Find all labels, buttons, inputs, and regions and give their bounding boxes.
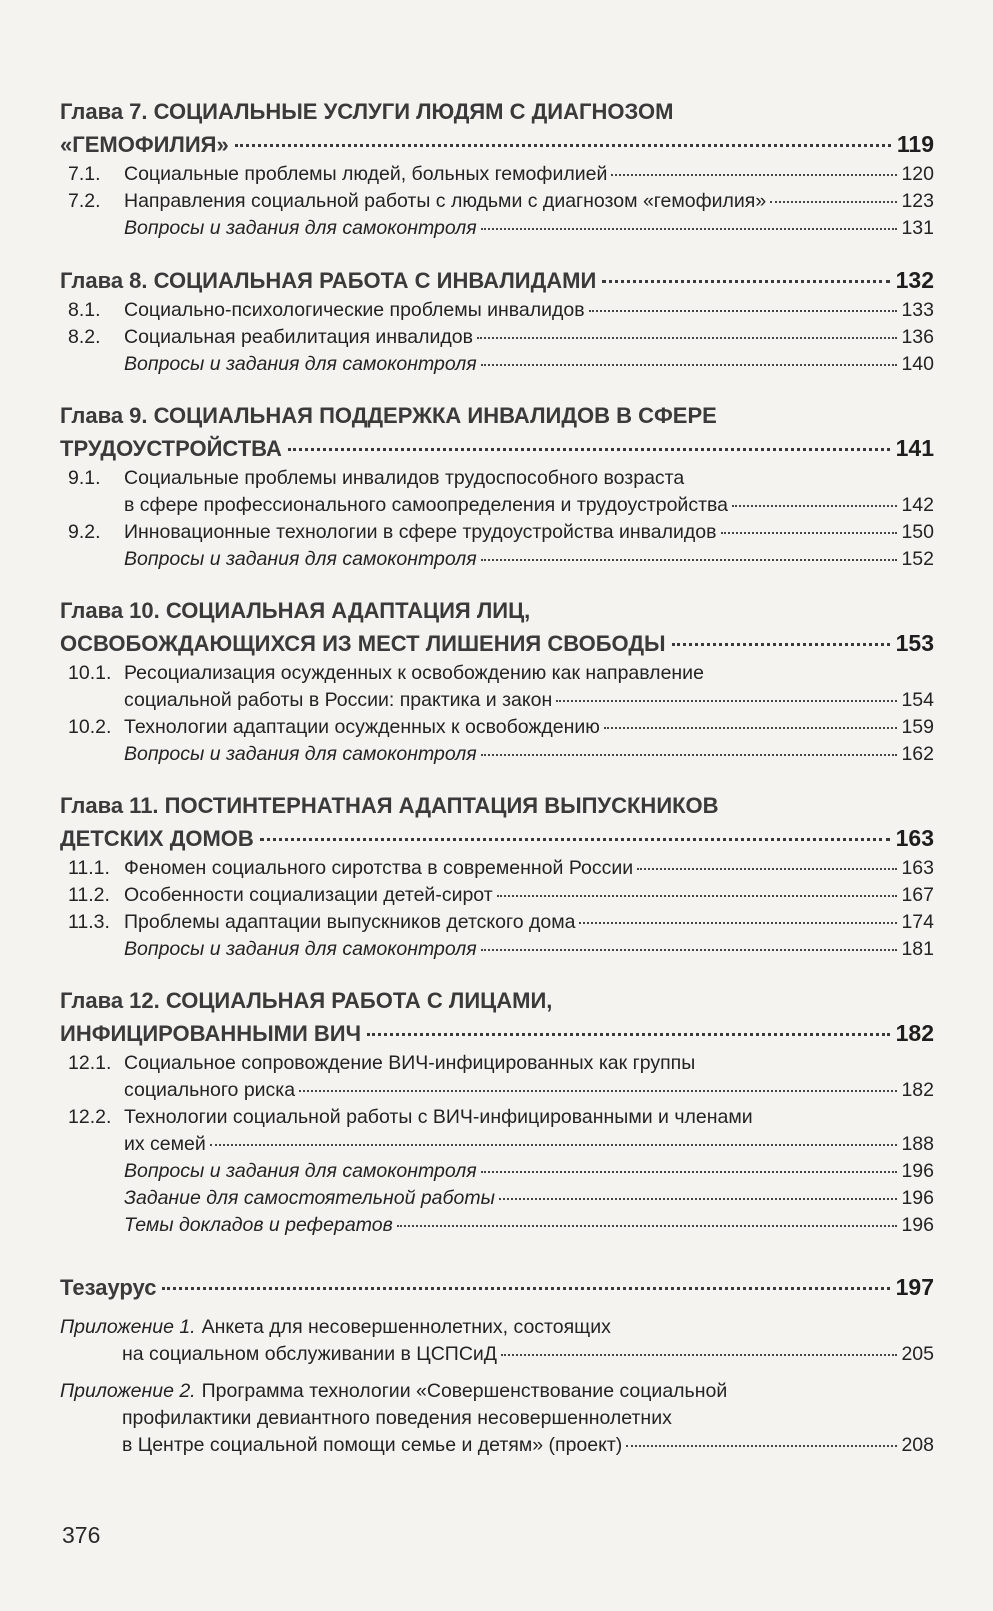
chapter-entry [60, 264, 934, 378]
section-title-page: 163 [901, 857, 934, 879]
section-title-text: Социальное сопровождение ВИЧ-инфицированных как группы [124, 1052, 696, 1074]
dot-leader [481, 228, 898, 230]
dot-leader [367, 1033, 890, 1036]
section-title [124, 687, 934, 714]
chapter-title-page: 141 [895, 435, 934, 461]
questions-entry-text: Задание для самостоятельной работы [124, 1187, 495, 1209]
section-title-page: 150 [901, 521, 934, 543]
section-title-text: Направления социальной работы с людьми с диагнозом «гемофилия» [124, 190, 767, 212]
section-number: 7.2. [68, 190, 101, 212]
chapter-title-page: 119 [896, 131, 934, 157]
chapter-title-line [60, 595, 934, 627]
chapter-title-text: Глава 9. СОЦИАЛЬНАЯ ПОДДЕРЖКА ИНВАЛИДОВ В СФЕРЕ [60, 403, 717, 428]
section-title [124, 909, 934, 936]
section-body [124, 161, 934, 188]
section-body [124, 882, 934, 909]
chapter-entry [60, 96, 934, 242]
section-title [124, 855, 934, 882]
section-body [124, 1104, 934, 1158]
dot-leader [637, 868, 897, 870]
appendix-title-line [60, 1314, 934, 1341]
questions-entry-page: 140 [901, 353, 934, 375]
section-entry [60, 714, 934, 741]
section-title-page: 120 [901, 163, 934, 185]
dot-leader [501, 1354, 897, 1356]
section-number: 11.1. [68, 857, 110, 879]
questions-entry-text: Вопросы и задания для самоконтроля [124, 353, 477, 375]
chapter-entry [60, 400, 934, 573]
section-number: 7.1. [68, 163, 101, 185]
questions-entry-text: Вопросы и задания для самоконтроля [124, 938, 477, 960]
dot-leader [604, 727, 898, 729]
thesaurus-entry-page: 197 [895, 1274, 934, 1300]
appendix-entry [60, 1314, 934, 1368]
section-title-text: Социальные проблемы людей, больных гемофилией [124, 163, 608, 185]
dot-leader [589, 310, 898, 312]
appendix-title-page: 208 [901, 1434, 934, 1456]
chapter-title-text: Глава 11. ПОСТИНТЕРНАТНАЯ АДАПТАЦИЯ ВЫПУСКНИКОВ [60, 793, 719, 818]
section-title [124, 1077, 934, 1104]
chapter-title-text: ИНФИЦИРОВАННЫМИ ВИЧ [60, 1021, 362, 1046]
appendix-title-line [60, 1378, 934, 1405]
section-body [124, 188, 934, 215]
questions-entry-text: Вопросы и задания для самоконтроля [124, 743, 477, 765]
dot-leader [626, 1445, 897, 1447]
section-body [124, 909, 934, 936]
chapter-title [60, 1017, 934, 1050]
section-title-page: 182 [901, 1079, 934, 1101]
appendix-entry [60, 1378, 934, 1459]
section-title [124, 1131, 934, 1158]
section-title-text: Ресоциализация осужденных к освобождению как направление [124, 662, 704, 684]
section-title [124, 714, 934, 741]
thesaurus-entry [60, 1271, 934, 1304]
chapter-title [60, 822, 934, 855]
section-title-text: социальной работы в России: практика и закон [124, 689, 553, 711]
appendix-title-text: Программа технологии «Совершенствование социальной [201, 1380, 728, 1402]
section-number: 8.2. [68, 326, 101, 348]
section-title-page: 133 [901, 299, 934, 321]
dot-leader [210, 1144, 898, 1146]
section-entry [60, 660, 934, 714]
dot-leader [481, 754, 898, 756]
section-title-page: 136 [901, 326, 934, 348]
section-title-line [124, 660, 934, 687]
questions-entry-text: Вопросы и задания для самоконтроля [124, 217, 477, 239]
appendix-label: Приложение 1. [60, 1316, 196, 1338]
chapter-title-line [60, 985, 934, 1017]
section-title [124, 882, 934, 909]
dot-leader [579, 922, 897, 924]
chapter-title-page: 153 [895, 630, 934, 656]
thesaurus-entry-text: Тезаурус [60, 1275, 157, 1300]
questions-entry [60, 215, 934, 242]
questions-entry-page: 131 [901, 217, 934, 239]
section-body [124, 660, 934, 714]
questions-entry-page: 152 [901, 548, 934, 570]
section-body [124, 714, 934, 741]
dot-leader [235, 144, 891, 147]
chapter-title-text: «ГЕМОФИЛИЯ» [60, 132, 229, 157]
chapter-title [60, 627, 934, 660]
section-number: 12.1. [68, 1052, 112, 1074]
section-title-page: 159 [901, 716, 934, 738]
questions-entry-text: Темы докладов и рефератов [124, 1214, 393, 1236]
chapter-title-text: ТРУДОУСТРОЙСТВА [60, 436, 282, 461]
questions-entry-text: Вопросы и задания для самоконтроля [124, 1160, 477, 1182]
dot-leader [477, 337, 898, 339]
section-title-text: Проблемы адаптации выпускников детского дома [124, 911, 576, 933]
section-title-text: Социальная реабилитация инвалидов [124, 326, 473, 348]
chapter-entry [60, 985, 934, 1239]
chapter-title-page: 182 [895, 1020, 934, 1046]
section-body [124, 1050, 934, 1104]
chapter-title-text: Глава 7. СОЦИАЛЬНЫЕ УСЛУГИ ЛЮДЯМ С ДИАГНОЗОМ [60, 99, 674, 124]
page-number: 376 [62, 1522, 101, 1548]
section-number: 11.3. [68, 911, 110, 933]
section-title [124, 324, 934, 351]
section-title-text: в сфере профессионального самоопределения и трудоустройства [124, 494, 728, 516]
section-body [124, 297, 934, 324]
dot-leader [260, 838, 890, 841]
questions-entry [60, 1185, 934, 1212]
section-entry [60, 297, 934, 324]
questions-entry [60, 936, 934, 963]
dot-leader [481, 559, 898, 561]
chapter-title-line [60, 790, 934, 822]
section-entry [60, 161, 934, 188]
questions-entry-page: 181 [901, 938, 934, 960]
section-title-page: 154 [901, 689, 934, 711]
appendix-title [60, 1432, 934, 1459]
dot-leader [721, 532, 898, 534]
appendix-label: Приложение 2. [60, 1380, 196, 1402]
chapter-title-line [60, 400, 934, 432]
section-title [124, 161, 934, 188]
appendix-title-text: Анкета для несовершеннолетних, состоящих [201, 1316, 611, 1338]
section-entry [60, 909, 934, 936]
chapter-title-text: ОСВОБОЖДАЮЩИХСЯ ИЗ МЕСТ ЛИШЕНИЯ СВОБОДЫ [60, 631, 666, 656]
chapter-title-text: ДЕТСКИХ ДОМОВ [60, 826, 254, 851]
chapter-title-page: 163 [895, 825, 934, 851]
section-title-text: Феномен социального сиротства в современной России [124, 857, 634, 879]
section-title-text: Технологии адаптации осужденных к освобождению [124, 716, 600, 738]
section-title [124, 188, 934, 215]
section-title-page: 123 [901, 190, 934, 212]
section-title-page: 167 [901, 884, 934, 906]
section-title [124, 519, 934, 546]
section-number: 10.1. [68, 662, 112, 684]
section-entry [60, 882, 934, 909]
section-number: 9.1. [68, 467, 101, 489]
section-body [124, 324, 934, 351]
section-entry [60, 519, 934, 546]
appendix-title-text: профилактики девиантного поведения несовершеннолетних [122, 1407, 672, 1429]
chapter-entry [60, 790, 934, 963]
section-title-text: Социально-психологические проблемы инвалидов [124, 299, 585, 321]
questions-entry-page: 162 [901, 743, 934, 765]
section-title-text: Социальные проблемы инвалидов трудоспособного возраста [124, 467, 685, 489]
section-title-text: Инновационные технологии в сфере трудоустройства инвалидов [124, 521, 717, 543]
section-body [124, 519, 934, 546]
section-title-text: социального риска [124, 1079, 296, 1101]
questions-entry-page: 196 [901, 1214, 934, 1236]
appendix-title [60, 1341, 934, 1368]
section-title [124, 492, 934, 519]
questions-entry [60, 1212, 934, 1239]
section-entry [60, 465, 934, 519]
dot-leader [481, 949, 898, 951]
section-title-line [124, 465, 934, 492]
dot-leader [497, 895, 898, 897]
chapter-title-text: Глава 8. СОЦИАЛЬНАЯ РАБОТА С ИНВАЛИДАМИ [60, 268, 597, 293]
dot-leader [556, 700, 897, 702]
section-title-page: 174 [901, 911, 934, 933]
section-body [124, 855, 934, 882]
section-title [124, 297, 934, 324]
section-body [124, 465, 934, 519]
dot-leader [481, 364, 898, 366]
section-entry [60, 855, 934, 882]
appendix-title-line [60, 1405, 934, 1432]
dot-leader [481, 1171, 898, 1173]
chapter-entry [60, 595, 934, 768]
dot-leader [732, 505, 897, 507]
table-of-contents [60, 96, 934, 1459]
chapter-title-page: 132 [895, 267, 934, 293]
chapter-title [60, 128, 934, 161]
section-number: 10.2. [68, 716, 112, 738]
chapter-title [60, 264, 934, 297]
section-entry [60, 1050, 934, 1104]
chapter-title-text: Глава 10. СОЦИАЛЬНАЯ АДАПТАЦИЯ ЛИЦ, [60, 598, 531, 623]
questions-entry [60, 351, 934, 378]
appendix-title-text: на социальном обслуживании в ЦСПСиД [122, 1343, 497, 1365]
section-title-page: 188 [901, 1133, 934, 1155]
chapter-title-line [60, 96, 934, 128]
section-entry [60, 324, 934, 351]
chapter-title [60, 432, 934, 465]
dot-leader [602, 280, 889, 283]
section-title-line [124, 1104, 934, 1131]
section-title-text: Особенности социализации детей-сирот [124, 884, 493, 906]
chapter-title-text: Глава 12. СОЦИАЛЬНАЯ РАБОТА С ЛИЦАМИ, [60, 988, 553, 1013]
questions-entry [60, 741, 934, 768]
dot-leader [397, 1225, 898, 1227]
questions-entry-text: Вопросы и задания для самоконтроля [124, 548, 477, 570]
section-number: 11.2. [68, 884, 110, 906]
dot-leader [611, 174, 897, 176]
dot-leader [499, 1198, 898, 1200]
section-title-line [124, 1050, 934, 1077]
section-number: 9.2. [68, 521, 101, 543]
questions-entry [60, 1158, 934, 1185]
appendix-title-page: 205 [901, 1343, 934, 1365]
section-entry [60, 1104, 934, 1158]
dot-leader [162, 1287, 889, 1290]
section-entry [60, 188, 934, 215]
dot-leader [770, 201, 897, 203]
section-title-text: Технологии социальной работы с ВИЧ-инфицированными и членами [124, 1106, 753, 1128]
section-title-page: 142 [901, 494, 934, 516]
questions-entry-page: 196 [901, 1187, 934, 1209]
section-number: 12.2. [68, 1106, 112, 1128]
questions-entry-page: 196 [901, 1160, 934, 1182]
dot-leader [288, 448, 890, 451]
appendix-title-text: в Центре социальной помощи семье и детям» (проект) [122, 1434, 623, 1456]
questions-entry [60, 546, 934, 573]
dot-leader [299, 1090, 897, 1092]
section-number: 8.1. [68, 299, 101, 321]
dot-leader [672, 643, 890, 646]
section-title-text: их семей [124, 1133, 206, 1155]
